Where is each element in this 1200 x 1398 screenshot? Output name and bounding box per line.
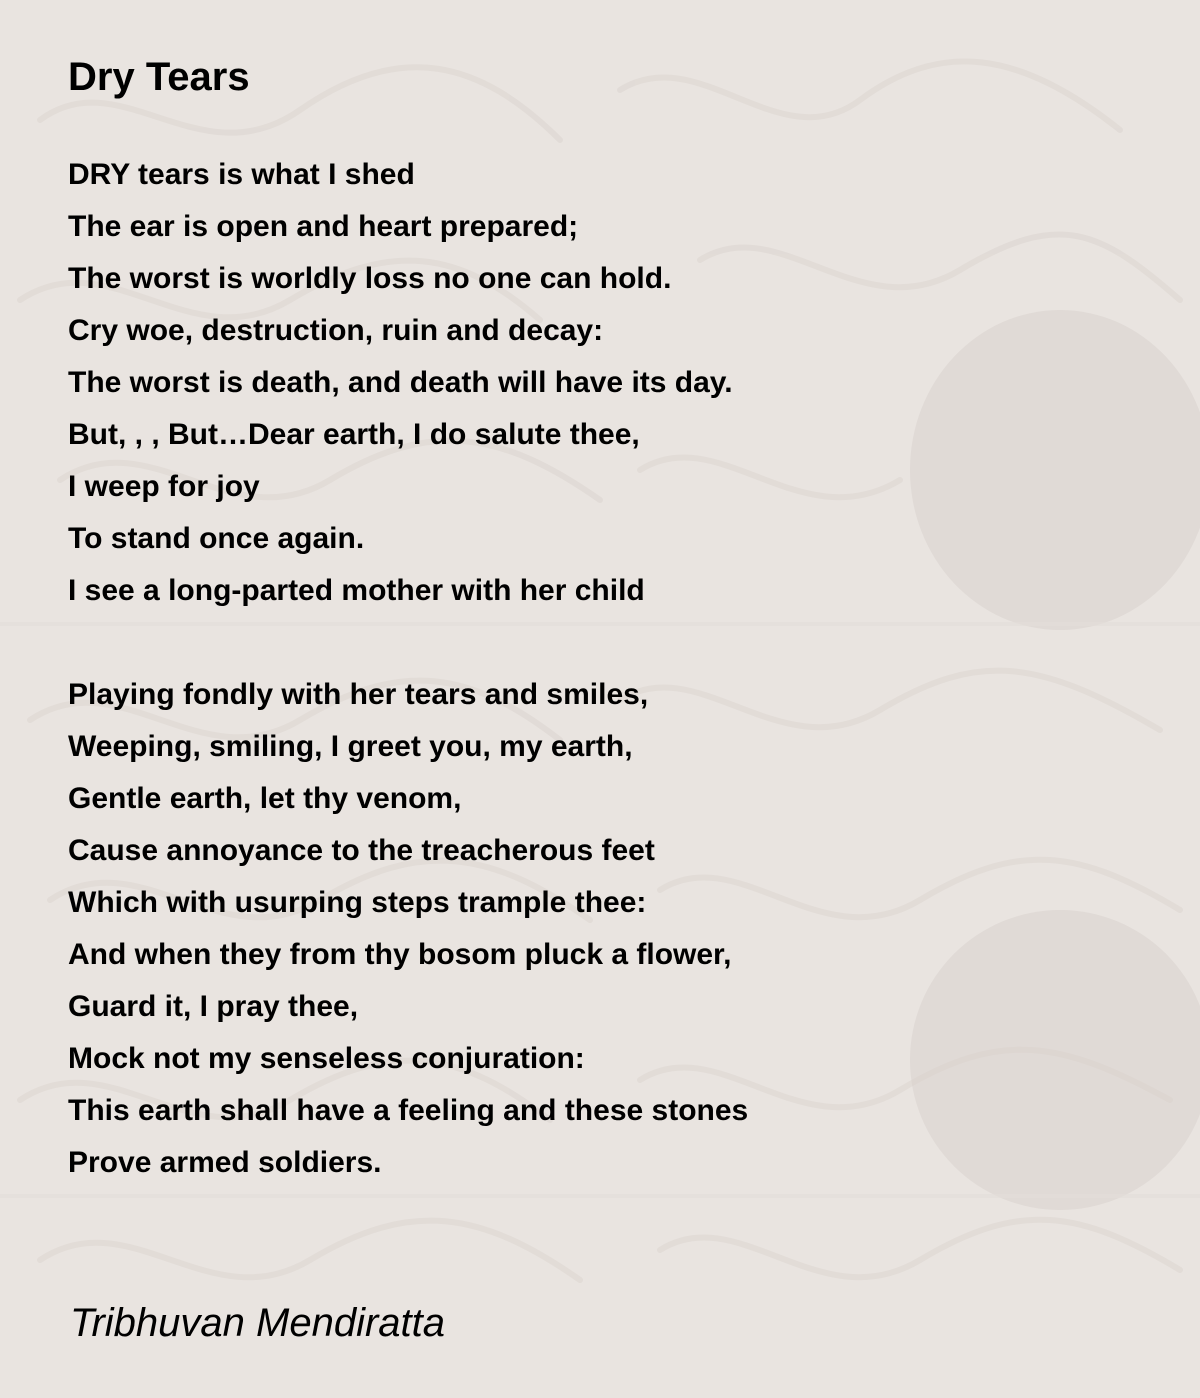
poem-line: The worst is worldly loss no one can hold. [68, 262, 672, 295]
poem-line: Cry woe, destruction, ruin and decay: [68, 314, 604, 347]
poem-line: The worst is death, and death will have its day. [68, 366, 733, 399]
poem-line: Guard it, I pray thee, [68, 990, 359, 1023]
poem-line: Which with usurping steps trample thee: [68, 886, 647, 919]
poem-line: Playing fondly with her tears and smiles, [68, 678, 649, 711]
stanza [68, 149, 748, 617]
poem-line: DRY tears is what I shed [68, 158, 415, 191]
poem-line: Gentle earth, let thy venom, [68, 782, 462, 815]
poem-line: The ear is open and heart prepared; [68, 210, 579, 243]
poem-title: Dry Tears [68, 55, 250, 99]
poem-line: But, , , But…Dear earth, I do salute thee, [68, 418, 640, 451]
poem-line: Mock not my senseless conjuration: [68, 1042, 585, 1075]
poem-line: To stand once again. [68, 522, 365, 555]
poem-line: And when they from thy bosom pluck a flower, [68, 938, 732, 971]
poem-line: I weep for joy [68, 470, 260, 503]
poem-line: This earth shall have a feeling and these stones [68, 1094, 749, 1127]
poem-line: Cause annoyance to the treacherous feet [68, 834, 655, 867]
poem-line: Weeping, smiling, I greet you, my earth, [68, 730, 633, 763]
poem-line: Prove armed soldiers. [68, 1146, 382, 1179]
poem-line: I see a long-parted mother with her child [68, 574, 645, 607]
poem-author: Tribhuvan Mendiratta [70, 1301, 445, 1345]
stanza [68, 669, 748, 1189]
poem-body [68, 149, 748, 1189]
